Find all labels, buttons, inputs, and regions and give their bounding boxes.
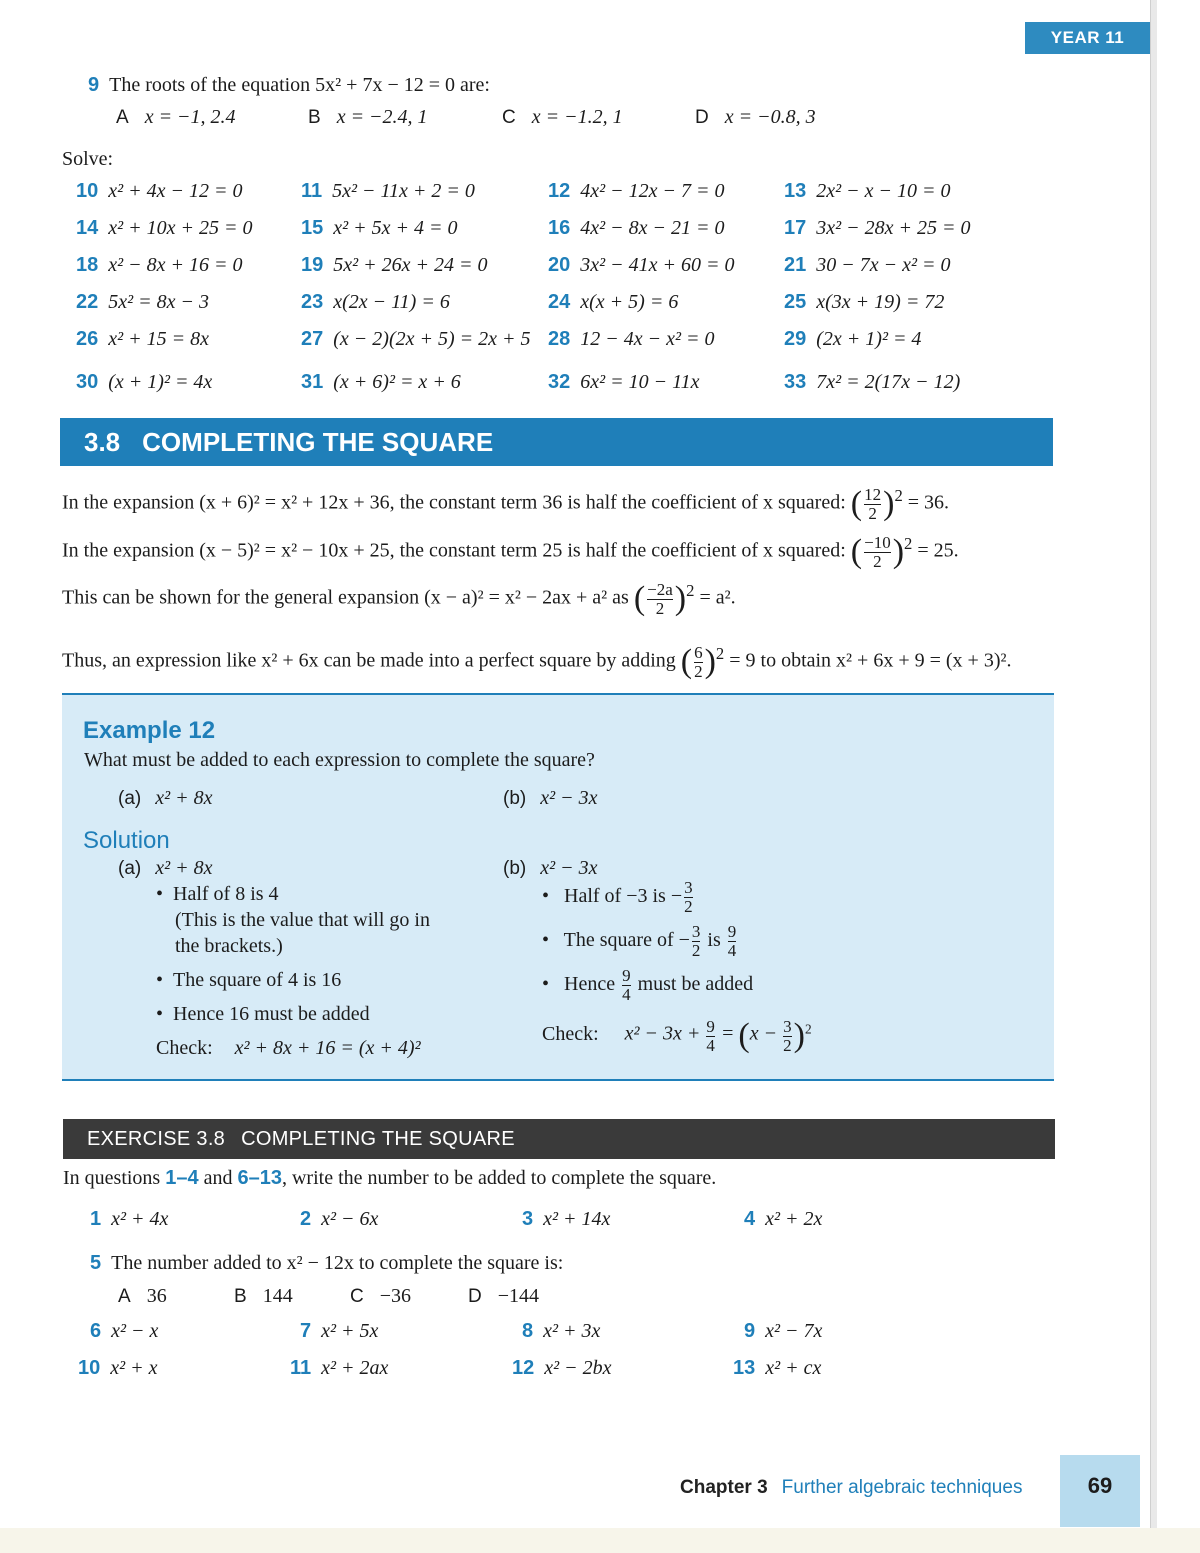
- exercise-instructions: In questions 1–4 and 6–13, write the number to be added to complete the square.: [63, 1167, 717, 1189]
- question-expression: x² + 3x: [543, 1320, 601, 1342]
- question-number: 3: [522, 1208, 534, 1230]
- question-number: 9: [88, 74, 100, 96]
- exercise-label: EXERCISE 3.8: [87, 1128, 226, 1150]
- question-number: 28: [548, 328, 571, 350]
- question-number: 21: [784, 254, 807, 276]
- q9-option-b: B x = −2.4, 1: [308, 106, 428, 128]
- example-part-a: (a) x² + 8x: [118, 787, 213, 809]
- footer-title: Further algebraic techniques: [781, 1477, 1023, 1498]
- section-title: COMPLETING THE SQUARE: [142, 427, 494, 457]
- exercise-question-5: 5 The number added to x² − 12x to complete the square is:: [90, 1252, 564, 1274]
- question-number: 7: [300, 1320, 312, 1342]
- question-number: 1: [90, 1208, 102, 1230]
- solve-question-15: [301, 217, 458, 240]
- example-question: What must be added to each expression to complete the square?: [84, 749, 595, 771]
- solve-question-13: [784, 180, 951, 203]
- question-expression: x² − x: [111, 1320, 159, 1342]
- question-number: 12: [548, 180, 571, 202]
- question-number: 30: [76, 371, 99, 393]
- question-item: [522, 1208, 610, 1231]
- footer-running-head: [680, 1477, 1022, 1499]
- question-number: 33: [784, 371, 807, 393]
- question-expression: x² + 4x: [111, 1208, 169, 1230]
- question-number: 31: [301, 371, 324, 393]
- solve-question-24: [548, 291, 678, 314]
- question-number: 18: [76, 254, 99, 276]
- question-expression: x² + 10x + 25 = 0: [108, 217, 253, 239]
- solve-question-20: [548, 254, 735, 277]
- solve-question-10: [76, 180, 243, 203]
- solution-b-step-3: • Hence $\frac{9}{4}$ must be added: [542, 967, 753, 1004]
- solve-question-21: [784, 254, 951, 277]
- question-expression: x² − 6x: [321, 1208, 379, 1230]
- solve-question-12: [548, 180, 725, 203]
- page-number: 69: [1060, 1455, 1140, 1527]
- question-expression: 7x² = 2(17x − 12): [816, 371, 961, 393]
- question-number: 26: [76, 328, 99, 350]
- q5-option-b: B 144: [234, 1285, 293, 1307]
- solve-question-31: [301, 371, 461, 394]
- question-9: [88, 74, 490, 97]
- page-bottom-strip: [0, 1528, 1200, 1553]
- solution-a-header: (a) x² + 8x: [118, 857, 213, 879]
- solve-question-23: [301, 291, 450, 314]
- question-number: 12: [512, 1357, 535, 1379]
- question-expression: x² + 15 = 8x: [108, 328, 209, 350]
- question-expression: x² + 5x: [321, 1320, 379, 1342]
- question-number: 8: [522, 1320, 534, 1342]
- question-expression: 3x² − 41x + 60 = 0: [580, 254, 735, 276]
- intro-line-1: In the expansion (x + 6)² = x² + 12x + 36, the constant term 36 is half the coefficient of x squared: ( $\frac{12}{2}$ )$^2$ = 36.: [62, 484, 950, 523]
- question-expression: x² − 7x: [765, 1320, 823, 1342]
- question-item: [78, 1357, 158, 1380]
- solution-b-step-2: • The square of − $\frac{3}{2}$ is $\frac{9}{4}$: [542, 923, 738, 960]
- solution-a-note-2: the brackets.): [175, 935, 283, 957]
- question-number: 25: [784, 291, 807, 313]
- footer-chapter: Chapter 3: [680, 1477, 768, 1498]
- question-expression: x² + 14x: [543, 1208, 611, 1230]
- solve-question-28: [548, 328, 715, 351]
- question-expression: x² + 2x: [765, 1208, 823, 1230]
- solve-question-32: [548, 371, 700, 394]
- solution-a-step-2: • The square of 4 is 16: [156, 969, 341, 992]
- question-number: 17: [784, 217, 807, 239]
- question-number: 11: [301, 180, 323, 202]
- question-expression: x² + 5x + 4 = 0: [333, 217, 458, 239]
- question-expression: 5x² = 8x − 3: [108, 291, 209, 313]
- solve-question-25: [784, 291, 944, 314]
- question-expression: 12 − 4x − x² = 0: [580, 328, 715, 350]
- question-expression: x(3x + 19) = 72: [816, 291, 945, 313]
- solve-label: Solve:: [62, 148, 114, 170]
- question-expression: x² − 8x + 16 = 0: [108, 254, 243, 276]
- question-number: 14: [76, 217, 99, 239]
- question-expression: 2x² − x − 10 = 0: [816, 180, 951, 202]
- solution-a-check: Check: x² + 8x + 16 = (x + 4)²: [156, 1037, 421, 1059]
- question-expression: 6x² = 10 − 11x: [580, 371, 700, 393]
- question-number: 9: [744, 1320, 756, 1342]
- solve-question-27: [301, 328, 531, 351]
- solution-a-note-1: (This is the value that will go in: [175, 909, 430, 931]
- q9-option-c: C x = −1.2, 1: [502, 106, 623, 128]
- solve-question-18: [76, 254, 243, 277]
- question-expression: x² − 2bx: [544, 1357, 612, 1379]
- solve-question-16: [548, 217, 725, 240]
- question-expression: (x + 1)² = 4x: [108, 371, 213, 393]
- question-expression: 30 − 7x − x² = 0: [816, 254, 951, 276]
- question-item: [744, 1320, 822, 1343]
- q5-option-c: C −36: [350, 1285, 412, 1307]
- solution-b-step-1: • Half of −3 is − $\frac{3}{2}$: [542, 879, 695, 916]
- question-expression: x² + cx: [765, 1357, 822, 1379]
- question-number: 32: [548, 371, 571, 393]
- question-number: 20: [548, 254, 571, 276]
- question-expression: x² + x: [110, 1357, 158, 1379]
- question-expression: 5x² − 11x + 2 = 0: [332, 180, 475, 202]
- question-item: [522, 1320, 600, 1343]
- example-title: Example 12: [83, 717, 216, 744]
- question-number: 16: [548, 217, 571, 239]
- question-item: [300, 1208, 378, 1231]
- question-number: 23: [301, 291, 324, 313]
- solution-b-header: (b) x² − 3x: [503, 857, 598, 879]
- exercise-title: COMPLETING THE SQUARE: [241, 1128, 515, 1150]
- q9-option-d: D x = −0.8, 3: [695, 106, 816, 128]
- solve-question-26: [76, 328, 209, 351]
- question-expression: 4x² − 12x − 7 = 0: [580, 180, 725, 202]
- intro-line-2: In the expansion (x − 5)² = x² − 10x + 25, the constant term 25 is half the coefficient of x squared: ( $\frac{-10}{2}$ )$^2$ = 25.: [62, 532, 959, 571]
- question-number: 22: [76, 291, 99, 313]
- question-number: 4: [744, 1208, 756, 1230]
- question-item: [290, 1357, 388, 1380]
- question-text: The roots of the equation 5x² + 7x − 12 = 0 are:: [109, 74, 490, 96]
- question-item: [744, 1208, 822, 1231]
- question-expression: (x − 2)(2x + 5) = 2x + 5: [333, 328, 531, 350]
- q5-option-d: D −144: [468, 1285, 540, 1307]
- solve-question-30: [76, 371, 212, 394]
- solve-question-29: [784, 328, 921, 351]
- solve-question-33: [784, 371, 960, 394]
- question-number: 27: [301, 328, 324, 350]
- question-item: [90, 1208, 168, 1231]
- example-part-b: (b) x² − 3x: [503, 787, 598, 809]
- question-item: [300, 1320, 378, 1343]
- question-item: [90, 1320, 158, 1343]
- solution-b-check: Check: x² − 3x + $\frac{9}{4}$ = (x − $\frac{3}{2}$ )$^2$: [542, 1016, 812, 1055]
- exercise-header: [63, 1119, 1055, 1159]
- solution-a-step-1: • Half of 8 is 4: [156, 883, 279, 906]
- question-expression: (2x + 1)² = 4: [816, 328, 922, 350]
- solve-question-22: [76, 291, 209, 314]
- example-box: [62, 693, 1054, 1081]
- question-number: 29: [784, 328, 807, 350]
- question-expression: x² + 2ax: [321, 1357, 389, 1379]
- question-expression: x(x + 5) = 6: [580, 291, 679, 313]
- question-expression: (x + 6)² = x + 6: [333, 371, 461, 393]
- solve-question-19: [301, 254, 488, 277]
- q5-option-a: A 36: [118, 1285, 167, 1307]
- intro-line-4: Thus, an expression like x² + 6x can be made into a perfect square by adding ( $\frac{6}{2}$ )$^2$ = 9 to obtain x² + 6x + 9 = (x + 3)².: [62, 642, 1012, 681]
- solve-question-17: [784, 217, 971, 240]
- page-edge: [1150, 0, 1157, 1553]
- question-expression: 5x² + 26x + 24 = 0: [333, 254, 488, 276]
- question-number: 24: [548, 291, 571, 313]
- question-number: 11: [290, 1357, 312, 1379]
- solve-question-14: [76, 217, 253, 240]
- question-expression: x(2x − 11) = 6: [333, 291, 450, 313]
- question-item: [512, 1357, 612, 1380]
- question-expression: x² + 4x − 12 = 0: [108, 180, 243, 202]
- solve-question-11: [301, 180, 475, 203]
- question-number: 2: [300, 1208, 312, 1230]
- section-header: [60, 418, 1053, 466]
- intro-line-3: This can be shown for the general expansion (x − a)² = x² − 2ax + a² as ( $\frac{-2a}{2}$ )$^2$ = a².: [62, 579, 736, 618]
- question-number: 15: [301, 217, 324, 239]
- solution-a-step-3: • Hence 16 must be added: [156, 1003, 370, 1026]
- q9-option-a: A x = −1, 2.4: [116, 106, 236, 128]
- question-number: 10: [78, 1357, 101, 1379]
- question-number: 13: [733, 1357, 756, 1379]
- question-number: 13: [784, 180, 807, 202]
- question-number: 6: [90, 1320, 102, 1342]
- question-number: 19: [301, 254, 324, 276]
- year-tab: YEAR 11: [1025, 22, 1150, 54]
- question-number: 10: [76, 180, 99, 202]
- section-number: 3.8: [84, 427, 121, 457]
- question-expression: 3x² − 28x + 25 = 0: [816, 217, 971, 239]
- solution-title: Solution: [83, 827, 170, 854]
- question-item: [733, 1357, 821, 1380]
- question-expression: 4x² − 8x − 21 = 0: [580, 217, 725, 239]
